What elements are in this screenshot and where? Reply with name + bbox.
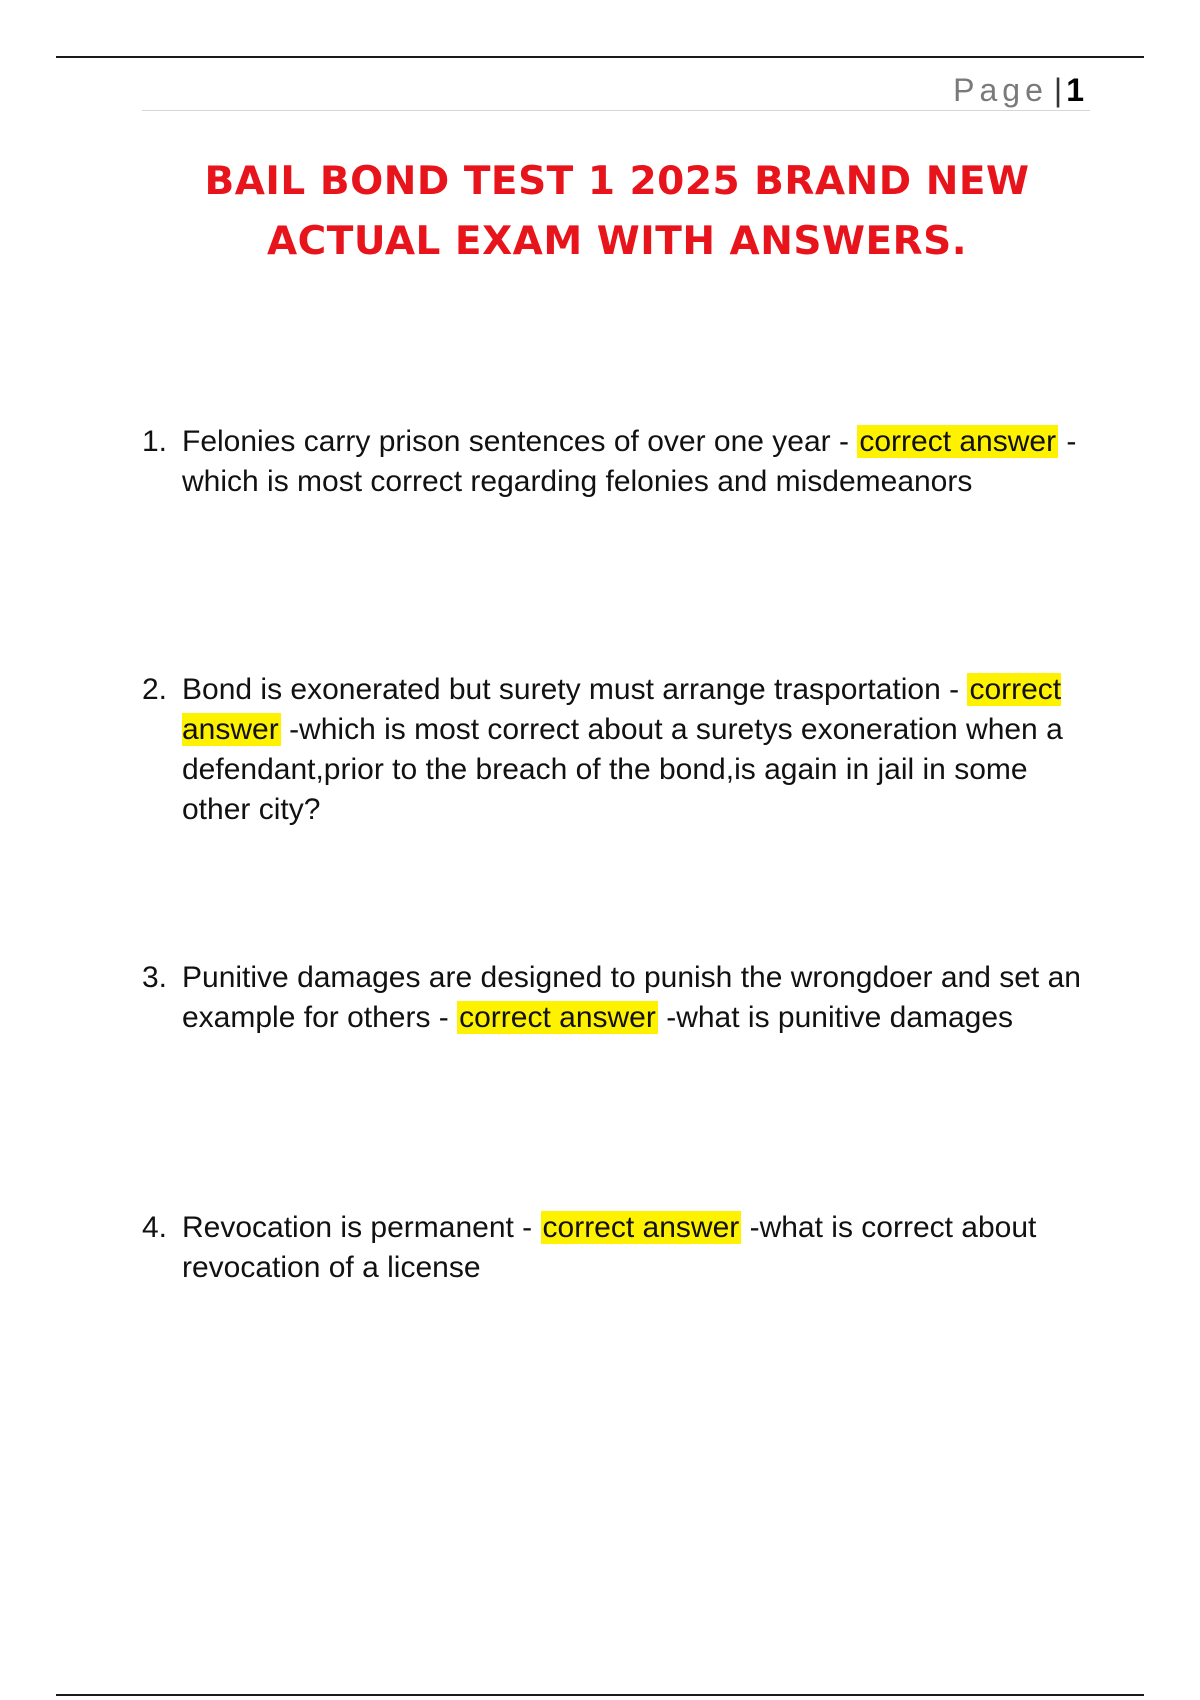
question-item-4 — [142, 1208, 1082, 1288]
question-item-1 — [142, 422, 1082, 502]
question-number: 2. — [142, 673, 168, 706]
question-body — [182, 670, 1082, 830]
page-word: Page — [953, 72, 1048, 108]
bottom-rule — [56, 1694, 1144, 1696]
question-body — [182, 1208, 1082, 1288]
correct-answer-highlight: correct answer — [182, 673, 1062, 746]
question-body — [182, 422, 1082, 502]
correct-answer-highlight: correct answer — [459, 1001, 656, 1034]
top-rule — [56, 56, 1144, 58]
title-line-2: ACTUAL EXAM WITH ANSWERS. — [266, 219, 968, 264]
question-body — [182, 958, 1082, 1038]
answer-text: Bond is exonerated but surety must arrange trasportation - — [182, 673, 960, 706]
title-line-1: BAIL BOND TEST 1 2025 BRAND NEW — [204, 159, 1030, 204]
question-text: -what is punitive damages — [666, 1001, 1014, 1034]
answer-text: Revocation is permanent - — [182, 1211, 533, 1244]
question-number: 3. — [142, 961, 168, 994]
question-text: -which is most correct about a suretys exoneration when a defendant,prior to the breach of the bond,is again in jail in some other city? — [182, 713, 1063, 826]
question-text: -which is most correct regarding felonies and misdemeanors — [182, 425, 1077, 498]
question-item-3 — [142, 958, 1082, 1038]
page-separator: | — [1053, 72, 1063, 108]
page-header — [142, 68, 1090, 111]
correct-answer-highlight: correct answer — [542, 1211, 740, 1244]
page-number-label — [953, 72, 1084, 109]
document-title — [120, 152, 1114, 272]
correct-answer-highlight: correct answer — [859, 425, 1057, 458]
page-number: 1 — [1066, 72, 1084, 108]
question-item-2 — [142, 670, 1082, 830]
answer-text: Punitive damages are designed to punish the wrongdoer and set an example for others - — [182, 961, 1081, 1034]
question-number: 4. — [142, 1211, 168, 1244]
answer-text: Felonies carry prison sentences of over one year - — [182, 425, 849, 458]
question-text: -what is correct about revocation of a license — [182, 1211, 1037, 1284]
question-number: 1. — [142, 425, 168, 458]
